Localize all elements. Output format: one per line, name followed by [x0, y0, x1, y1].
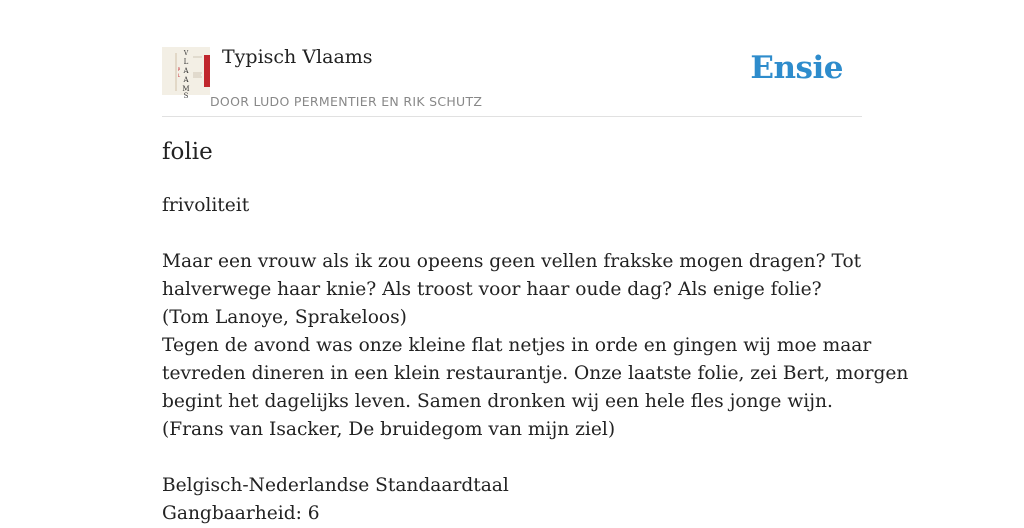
logo-letter: A [183, 67, 189, 75]
logo-letter: M [182, 85, 190, 93]
quote-line: Tegen de avond was onze kleine flat netjes in orde en gingen wij moe maar [162, 335, 872, 356]
quote-line: begint het dagelijks leven. Samen dronken wij een hele fles jonge wijn. [162, 391, 833, 412]
entry-word: folie [162, 139, 213, 165]
logo-letter: A [183, 76, 189, 84]
language-variety: Belgisch-Nederlandse Standaardtaal [162, 475, 509, 496]
usage-frequency: Gangbaarheid: 6 [162, 503, 320, 524]
blank-line [162, 220, 852, 248]
logo-letter: S [183, 92, 189, 100]
logo-accent-letter: L [177, 73, 181, 78]
book-cover-logo-graphic [162, 47, 210, 100]
author-byline: DOOR LUDO PERMENTIER EN RIK SCHUTZ [210, 94, 483, 109]
quote-line: halverwege haar knie? Als troost voor haar oude dag? Als enige folie? [162, 279, 822, 300]
logo-letter: L [183, 58, 189, 66]
entry-definition [162, 192, 909, 528]
site-title[interactable]: Typisch Vlaams [222, 46, 373, 68]
quote-line: Maar een vrouw als ik zou opeens geen vellen frakske mogen dragen? Tot [162, 251, 862, 272]
logo-letter: V [183, 50, 189, 57]
quote-line: tevreden dineren in een klein restaurantje. Onze laatste folie, zei Bert, morgen [162, 363, 909, 384]
blank-line [162, 444, 852, 472]
site-header [162, 44, 862, 117]
logo-accent-letter: P [177, 67, 181, 72]
quote-source: (Tom Lanoye, Sprakeloos) [162, 307, 407, 328]
book-cover-logo-icon[interactable] [162, 47, 210, 100]
ensie-logo-link[interactable]: Ensie [750, 50, 843, 86]
definition-line: frivoliteit [162, 195, 250, 216]
quote-source: (Frans van Isacker, De bruidegom van mijn ziel) [162, 419, 616, 440]
